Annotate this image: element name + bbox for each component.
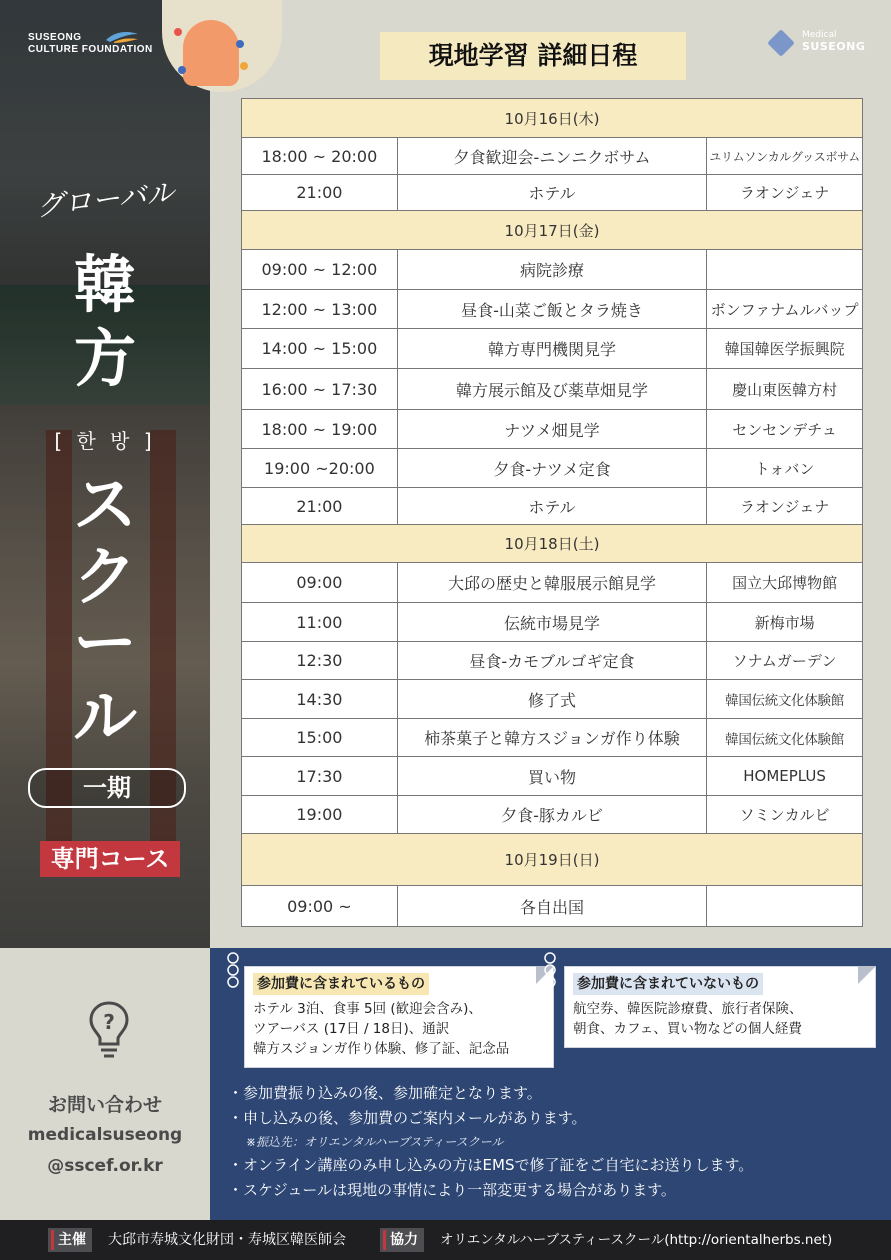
course-badge: 専門コース <box>40 841 180 877</box>
place-cell: 慶山東医韓方村 <box>707 369 863 410</box>
activity-cell: 昼食-カモブルゴギ定食 <box>397 642 706 680</box>
time-cell: 09:00 ~ 12:00 <box>242 250 398 290</box>
day-header-row <box>242 834 863 886</box>
medical-logo-line2: SUSEONG <box>802 40 866 53</box>
schedule-row <box>242 886 863 927</box>
schedule-row <box>242 410 863 449</box>
place-cell <box>707 886 863 927</box>
schedule-row <box>242 719 863 757</box>
day-header-row <box>242 525 863 563</box>
included-line: ホテル 3泊、食事 5回 (歓迎会含み)、 <box>253 1001 482 1017</box>
dot-icon <box>240 62 248 70</box>
note-item: ・参加費振り込みの後、参加確定となります。 <box>228 1084 542 1102</box>
hero-kanpo-2: 方 <box>73 322 136 395</box>
note-subitem: ※振込先：オリエンタルハーブスティースクール <box>246 1135 504 1149</box>
day-header: 10月16日(木) <box>242 99 863 138</box>
page-title: 現地学習 詳細日程 <box>380 32 686 80</box>
activity-cell: 柿茶菓子と韓方スジョンガ作り体験 <box>397 719 706 757</box>
schedule-row <box>242 329 863 369</box>
hero-panel <box>0 0 210 948</box>
note-item: ・スケジュールは現地の事情により一部変更する場合があります。 <box>228 1181 676 1199</box>
schedule-row <box>242 603 863 642</box>
medical-logo-line1: Medical <box>802 30 837 40</box>
coop-text: オリエンタルハーブスティースクール(http://orientalherbs.net) <box>440 1232 833 1248</box>
place-cell: ユリムソンカルグッスボサム <box>707 138 863 175</box>
schedule-table <box>241 98 863 927</box>
schedule-row <box>242 250 863 290</box>
contact-email-line2: @sscef.or.kr <box>47 1156 163 1176</box>
time-cell: 18:00 ~ 20:00 <box>242 138 398 175</box>
schedule-row <box>242 138 863 175</box>
note-item: ・申し込みの後、参加費のご案内メールがあります。 <box>228 1109 587 1127</box>
footer-bar <box>0 1220 891 1260</box>
time-cell: 14:00 ~ 15:00 <box>242 329 398 369</box>
note-item: ・オンライン講座のみ申し込みの方はEMSで修了証をご自宅にお送りします。 <box>228 1156 754 1174</box>
activity-cell: 伝統市場見学 <box>397 603 706 642</box>
place-cell: 韓国韓医学振興院 <box>707 329 863 369</box>
hero-global: グローバル <box>34 175 176 224</box>
place-cell: トォバン <box>707 449 863 488</box>
activity-cell: 大邱の歴史と韓服展示館見学 <box>397 563 706 603</box>
schedule-row <box>242 449 863 488</box>
place-cell: 新梅市場 <box>707 603 863 642</box>
time-cell: 11:00 <box>242 603 398 642</box>
time-cell: 15:00 <box>242 719 398 757</box>
day-header-row <box>242 211 863 250</box>
host-text: 大邱市寿城文化財団・寿城区韓医師会 <box>108 1232 346 1248</box>
activity-cell: 夕食歓迎会-ニンニクボサム <box>397 138 706 175</box>
dot-icon <box>236 40 244 48</box>
contact-email-line1: medicalsuseong <box>27 1125 183 1145</box>
activity-cell: 韓方展示館及び薬草畑見学 <box>397 369 706 410</box>
included-body <box>253 999 509 1059</box>
activity-cell: 昼食-山菜ご飯とタラ焼き <box>397 290 706 329</box>
binder-coil-icon <box>541 950 559 990</box>
activity-cell: 病院診療 <box>397 250 706 290</box>
day-header: 10月18日(土) <box>242 525 863 563</box>
foundation-logo-line2: CULTURE FOUNDATION <box>28 44 153 55</box>
schedule-row <box>242 757 863 796</box>
time-cell: 16:00 ~ 17:30 <box>242 369 398 410</box>
activity-cell: 夕食-豚カルビ <box>397 796 706 834</box>
place-cell: ラオンジェナ <box>707 175 863 211</box>
activity-cell: 各自出国 <box>397 886 706 927</box>
included-line: ツアーバス (17日 / 18日)、通訳 <box>253 1021 450 1037</box>
binder-coil-icon <box>224 950 242 990</box>
hero-hanbang: [ 한 방 ] <box>54 429 156 453</box>
contact-heading: お問い合わせ <box>47 1094 162 1116</box>
excluded-line: 航空券、韓医院診療費、旅行者保険、 <box>573 1001 803 1017</box>
excluded-body <box>573 999 803 1039</box>
excluded-tag: 参加費に含まれていないもの <box>573 973 763 995</box>
time-cell: 12:00 ~ 13:00 <box>242 290 398 329</box>
schedule-row <box>242 796 863 834</box>
time-cell: 14:30 <box>242 680 398 719</box>
schedule-row <box>242 680 863 719</box>
dot-icon <box>174 28 182 36</box>
diamond-icon <box>767 29 795 57</box>
activity-cell: 買い物 <box>397 757 706 796</box>
term-badge: 一期 <box>28 768 186 808</box>
time-cell: 19:00 ~20:00 <box>242 449 398 488</box>
time-cell: 12:30 <box>242 642 398 680</box>
hero-kanpo-1: 韓 <box>73 248 136 321</box>
activity-cell: 夕食-ナツメ定食 <box>397 449 706 488</box>
activity-cell: ホテル <box>397 175 706 211</box>
place-cell: 韓国伝統文化体験館 <box>707 719 863 757</box>
place-cell: ラオンジェナ <box>707 488 863 525</box>
included-tag: 参加費に含まれているもの <box>253 973 429 995</box>
hero-school-4: ル <box>73 681 137 755</box>
schedule-row <box>242 175 863 211</box>
schedule-row <box>242 369 863 410</box>
included-line: 韓方スジョンガ作り体験、修了証、記念品 <box>253 1041 510 1057</box>
time-cell: 21:00 <box>242 488 398 525</box>
excluded-line: 朝食、カフェ、買い物などの個人経費 <box>573 1021 802 1037</box>
foundation-logo-line1: SUSEONG <box>28 32 82 43</box>
activity-cell: ホテル <box>397 488 706 525</box>
lightbulb-question-icon <box>88 1000 130 1062</box>
coop-label: 協力 <box>380 1228 424 1252</box>
place-cell: センセンデチュ <box>707 410 863 449</box>
schedule-row <box>242 290 863 329</box>
place-cell: HOMEPLUS <box>707 757 863 796</box>
included-card <box>244 966 554 1068</box>
hero-school-3: ー <box>73 607 137 681</box>
place-cell: 韓国伝統文化体験館 <box>707 680 863 719</box>
dot-icon <box>178 66 186 74</box>
place-cell: ソナムガーデン <box>707 642 863 680</box>
place-cell <box>707 250 863 290</box>
time-cell: 19:00 <box>242 796 398 834</box>
place-cell: 国立大邱博物館 <box>707 563 863 603</box>
notes-list <box>228 1081 753 1203</box>
svg-text:?: ? <box>103 1010 115 1034</box>
place-cell: ソミンカルビ <box>707 796 863 834</box>
schedule-row <box>242 488 863 525</box>
schedule-row <box>242 563 863 603</box>
excluded-card <box>564 966 876 1048</box>
hero-school-1: ス <box>73 469 137 543</box>
hero-school-2: ク <box>73 541 137 615</box>
foundation-swoosh-icon <box>104 30 140 44</box>
time-cell: 17:30 <box>242 757 398 796</box>
activity-cell: ナツメ畑見学 <box>397 410 706 449</box>
time-cell: 18:00 ~ 19:00 <box>242 410 398 449</box>
body-illustration-icon <box>183 20 239 86</box>
time-cell: 21:00 <box>242 175 398 211</box>
medical-suseong-logo <box>768 30 868 60</box>
time-cell: 09:00 ~ <box>242 886 398 927</box>
activity-cell: 韓方専門機関見学 <box>397 329 706 369</box>
day-header-row <box>242 99 863 138</box>
page-fold-icon <box>858 966 876 984</box>
schedule-row <box>242 642 863 680</box>
place-cell: ボンファナムルバップ <box>707 290 863 329</box>
activity-cell: 修了式 <box>397 680 706 719</box>
day-header: 10月17日(金) <box>242 211 863 250</box>
time-cell: 09:00 <box>242 563 398 603</box>
host-label: 主催 <box>48 1228 92 1252</box>
day-header: 10月19日(日) <box>242 834 863 886</box>
